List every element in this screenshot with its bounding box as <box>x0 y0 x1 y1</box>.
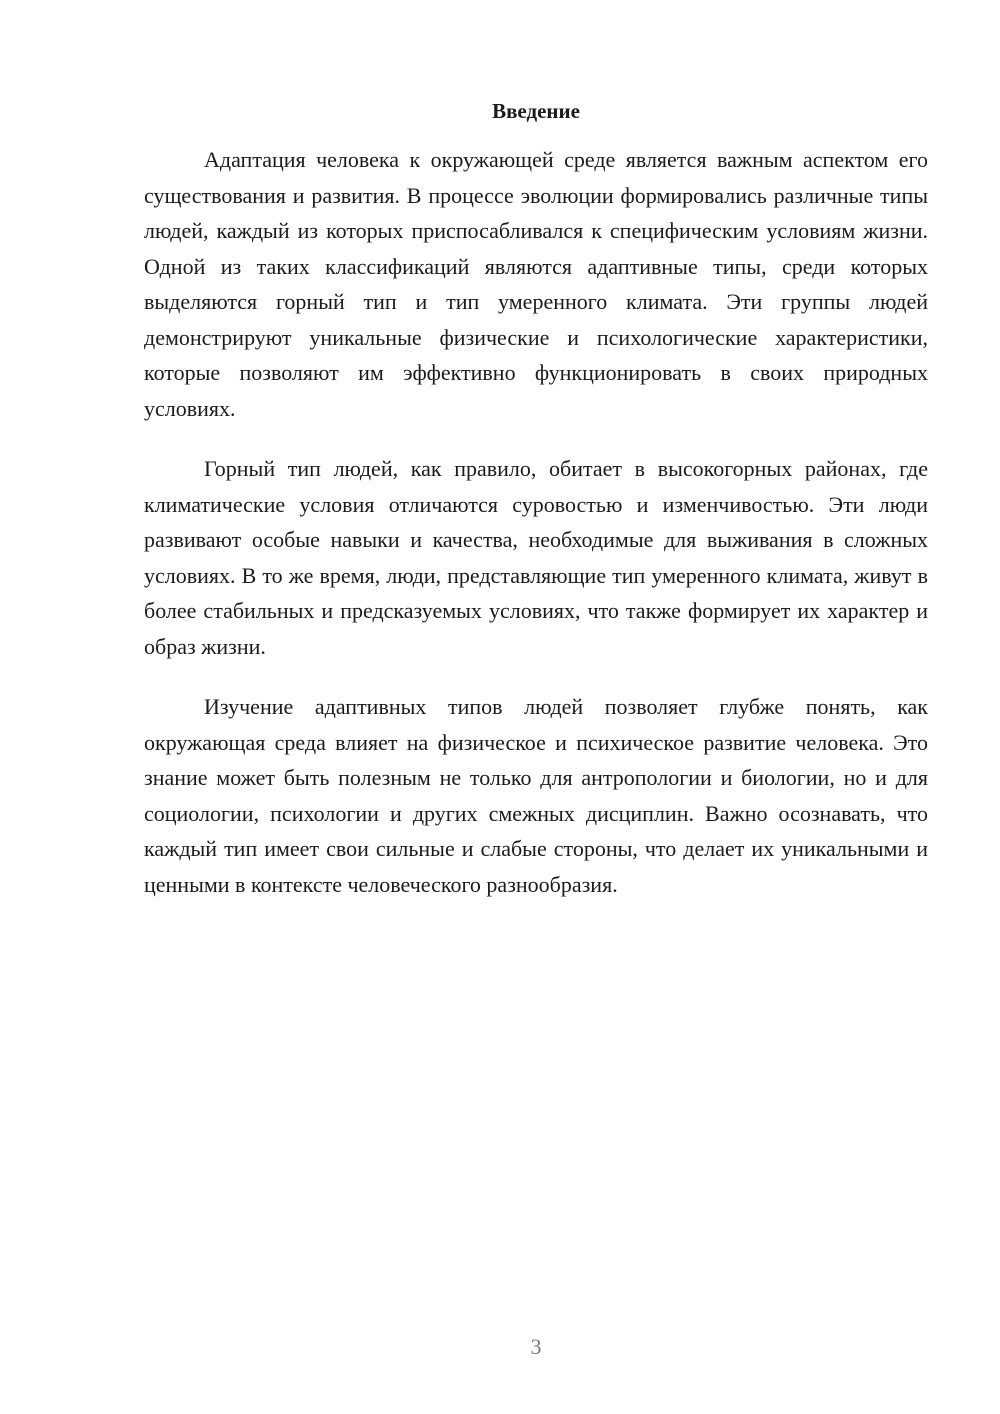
page-number: 3 <box>530 1334 542 1359</box>
paragraph-2: Горный тип людей, как правило, обитает в высокогорных районах, где климатические условия отличаются суровостью и изменчивостью. Эти люди развивают особые навыки и качества, необходимые для выживания в сложных условиях. В то же время, люди, представляющие тип умеренного климата, живут в более стабильных и предсказуемых условиях, что также формирует их характер и образ жизни. <box>144 456 928 659</box>
section-heading: Введение <box>492 99 580 123</box>
paragraph-3: Изучение адаптивных типов людей позволяет глубже понять, как окружающая среда влияет на физическое и психическое развитие человека. Это знание может быть полезным не только для антропологии и биологии, но и для социологии, психологии и других смежных дисциплин. Важно осознавать, что каждый тип имеет свои сильные и слабые стороны, что делает их уникальными и ценными в контексте человеческого разнообразия. <box>144 694 928 897</box>
paragraph-1: Адаптация человека к окружающей среде является важным аспектом его существования и развития. В процессе эволюции формировались различные типы людей, каждый из которых приспосабливался к специфическим условиям жизни. Одной из таких классификаций являются адаптивные типы, среди которых выделяются горный тип и тип умеренного климата. Эти группы людей демонстрируют уникальные физические и психологические характеристики, которые позволяют им эффективно функционировать в своих природных условиях. <box>144 147 928 421</box>
body-text <box>144 142 928 927</box>
